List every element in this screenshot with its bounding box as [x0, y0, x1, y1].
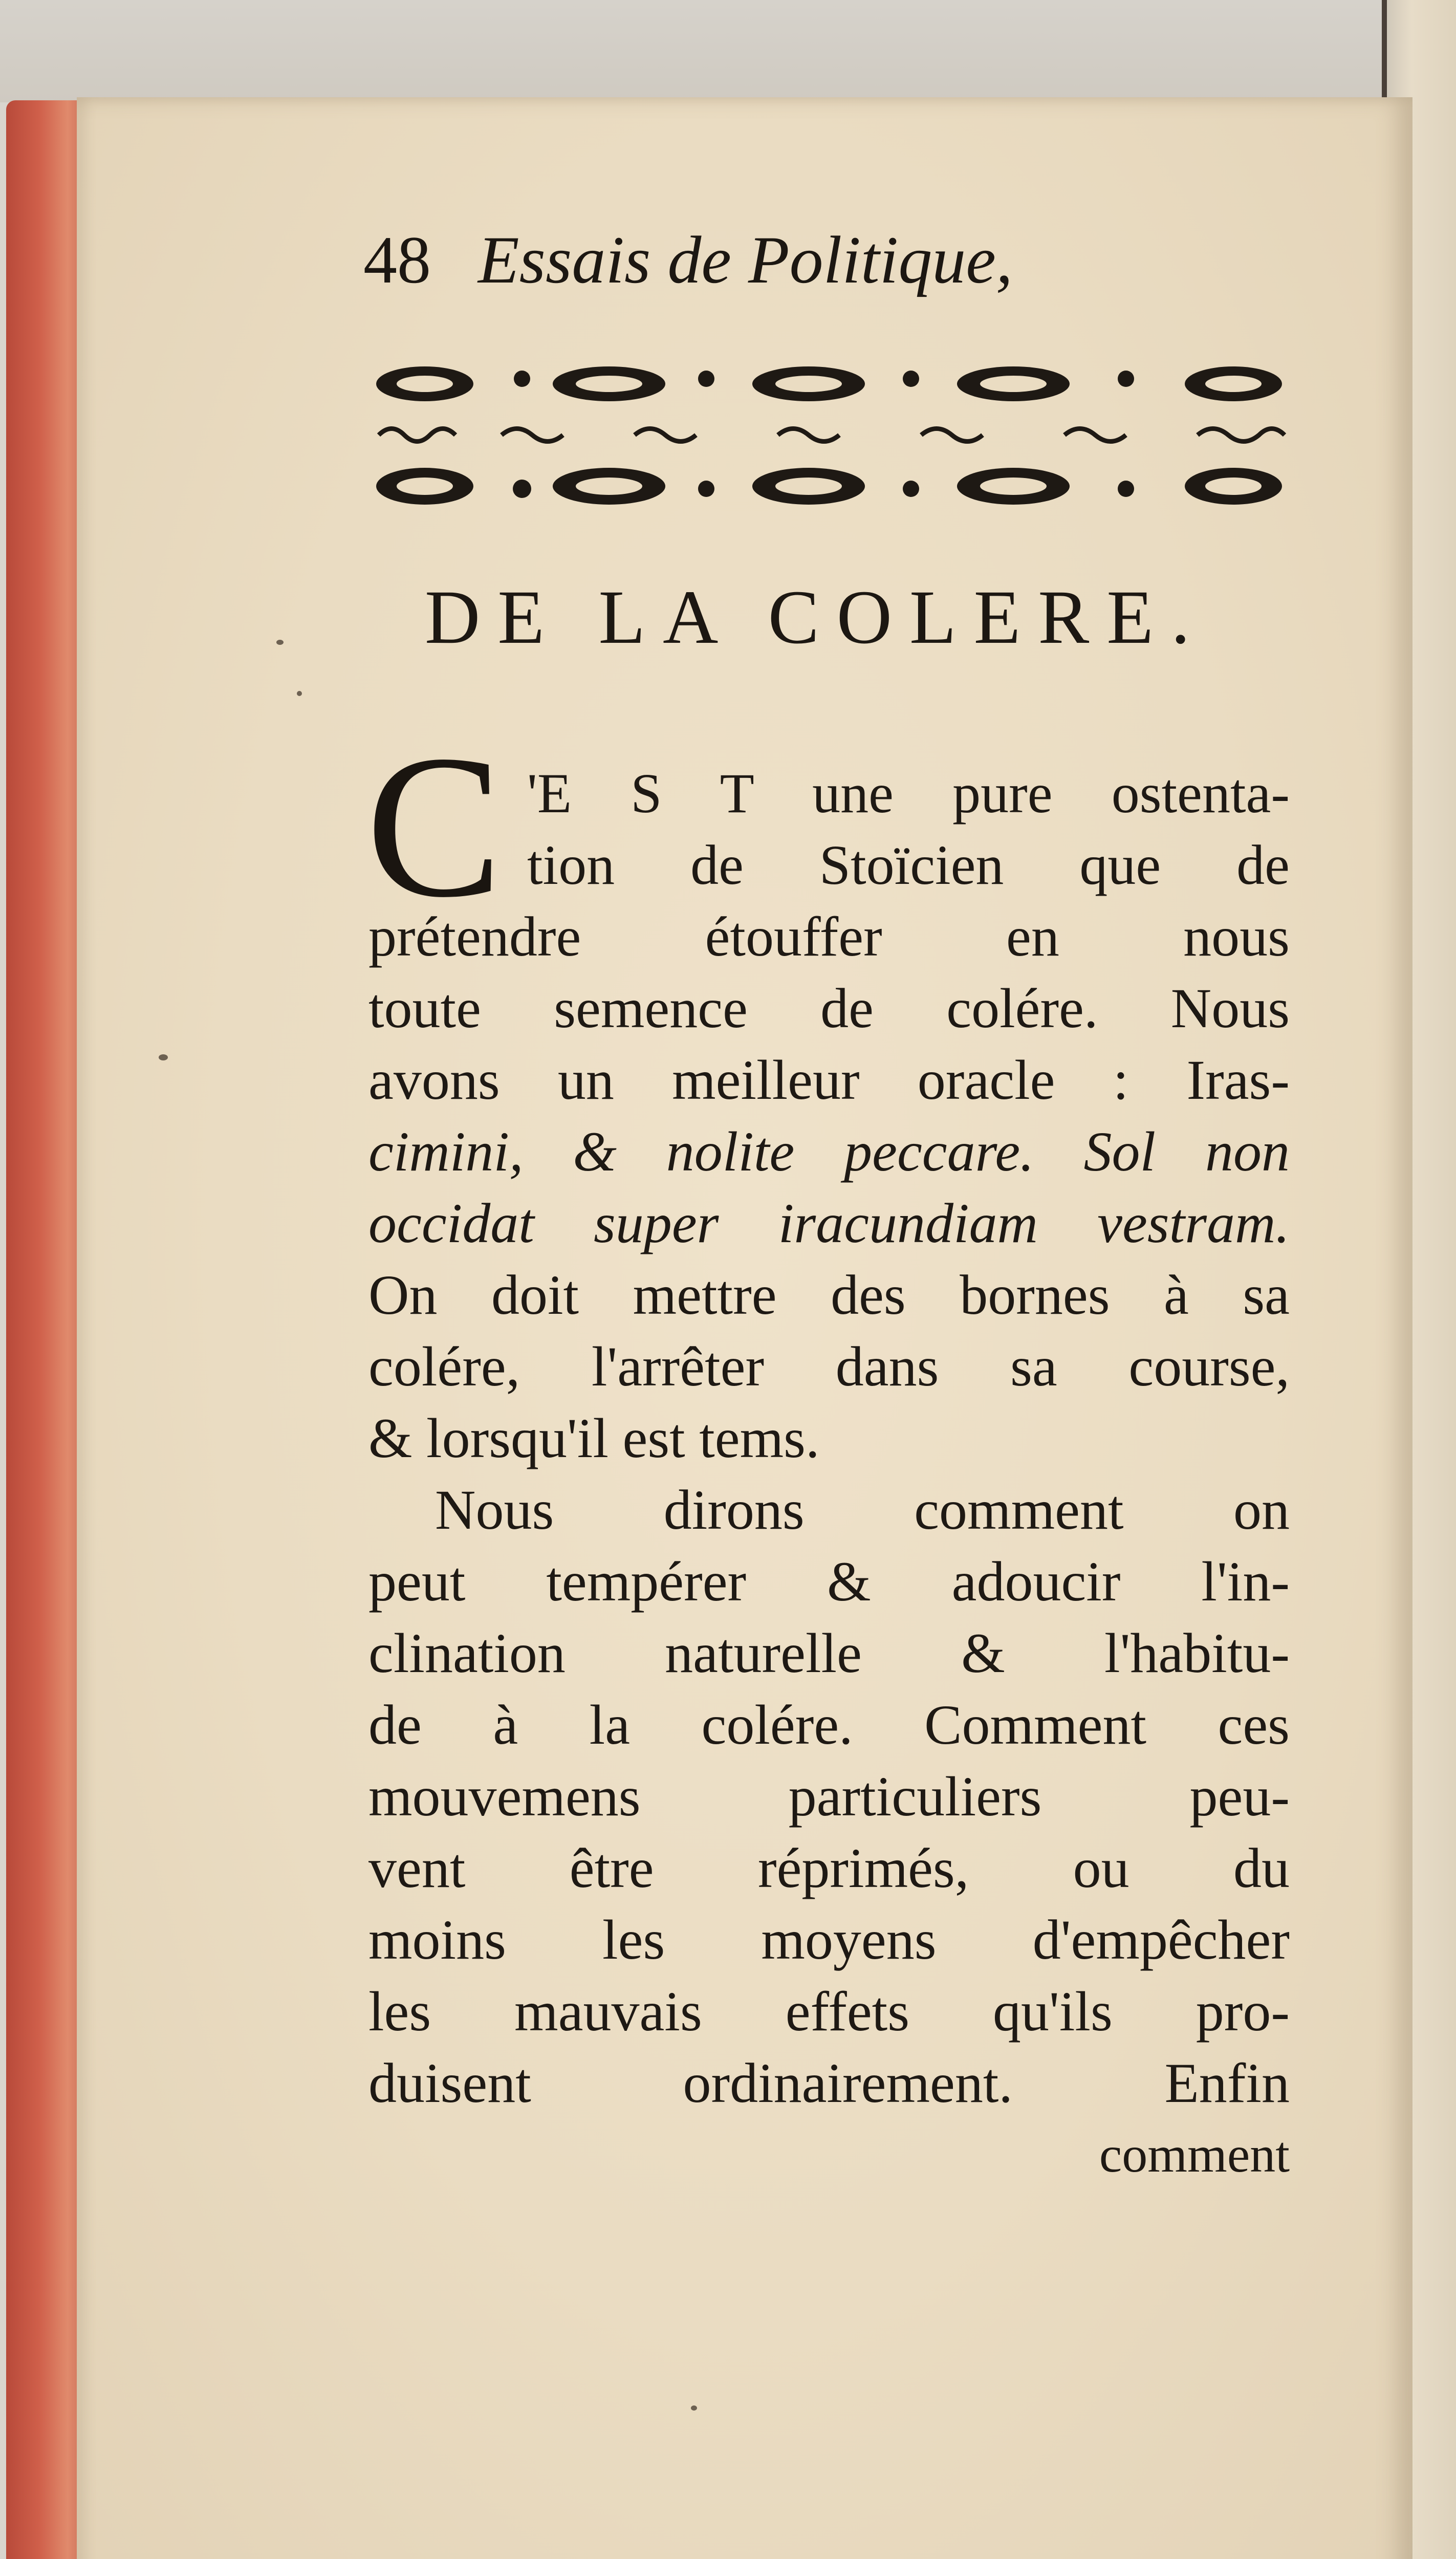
text-line: prétendre étouffer en nous	[368, 905, 1290, 968]
printers-ornament-band	[368, 358, 1300, 522]
catchword: comment	[1099, 2126, 1290, 2183]
ornament-middle-row	[379, 429, 1285, 442]
latin-quotation-line: occidat super iracundiam vestram.	[368, 1192, 1290, 1254]
red-page-edge	[6, 100, 88, 2559]
paper-speck	[276, 640, 284, 645]
text-line: tion de Stoïcien que de	[527, 834, 1290, 896]
text-line: vent être réprimés, ou du	[368, 1837, 1290, 1899]
scan-background	[0, 0, 1456, 102]
text-line: Nous dirons comment on	[435, 1479, 1290, 1541]
text-line: duisent ordinairement. Enfin	[368, 2052, 1290, 2114]
text-line: moins les moyens d'empêcher	[368, 1909, 1290, 1971]
text-line: de à la colére. Comment ces	[368, 1694, 1290, 1756]
text-line: 'E S T une pure ostenta-	[527, 762, 1290, 825]
page-number: 48	[363, 222, 431, 297]
text-line: peut tempérer & adoucir l'in-	[368, 1550, 1290, 1613]
chapter-title: DE LA COLERE.	[425, 575, 1208, 660]
running-header	[363, 220, 1013, 312]
text-line: colére, l'arrêter dans sa course,	[368, 1335, 1290, 1398]
text-line: clination naturelle & l'habitu-	[368, 1622, 1290, 1684]
latin-quotation-line: cimini, & nolite peccare. Sol non	[368, 1120, 1290, 1183]
paper-speck	[691, 2405, 697, 2411]
text-line: mouvemens particuliers peu-	[368, 1765, 1290, 1828]
paper-speck	[159, 1054, 168, 1060]
text-line: avons un meilleur oracle : Iras-	[368, 1049, 1290, 1111]
text-line: & lorsqu'il est tems.	[368, 1407, 820, 1469]
paper-speck	[297, 691, 302, 696]
text-line: toute semence de colére. Nous	[368, 977, 1290, 1039]
text-line: les mauvais effets qu'ils pro-	[368, 1980, 1290, 2043]
text-line: On doit mettre des bornes à sa	[368, 1264, 1290, 1326]
running-title: Essais de Politique,	[477, 222, 1013, 297]
drop-capital: C	[366, 713, 503, 940]
